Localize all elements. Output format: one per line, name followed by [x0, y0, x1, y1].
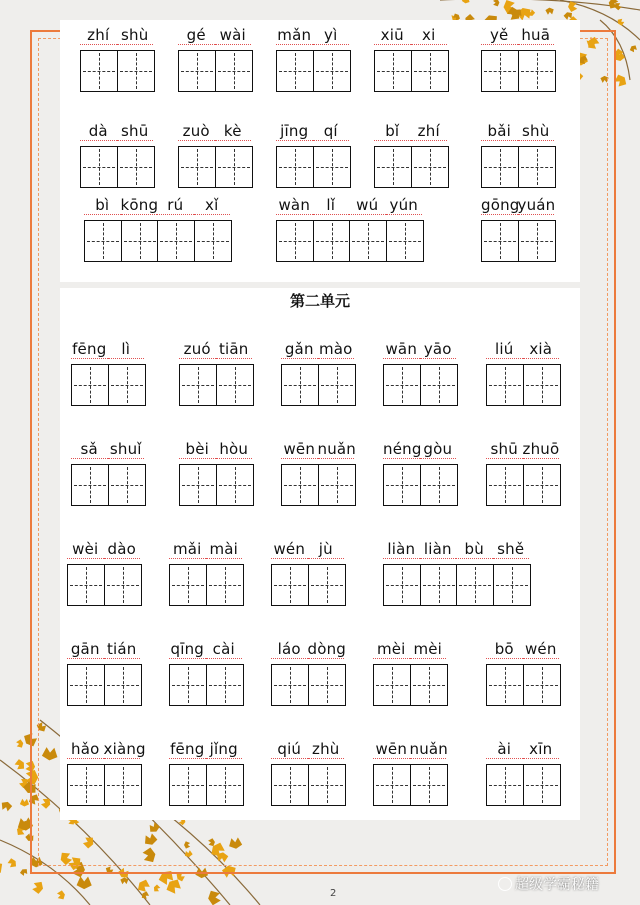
writing-cell[interactable] [313, 220, 351, 262]
writing-cell[interactable] [71, 364, 109, 406]
pinyin-syllable: qīng [170, 640, 205, 658]
pinyin-syllable: tiān [216, 340, 253, 359]
writing-cell[interactable] [349, 220, 387, 262]
tianzige-boxes [373, 664, 446, 706]
writing-cell[interactable] [411, 50, 449, 92]
pinyin-syllable: liàn [420, 540, 457, 559]
writing-cell[interactable] [276, 146, 314, 188]
writing-cell[interactable] [486, 364, 524, 406]
pinyin-syllable: dà [80, 122, 117, 141]
pinyin-syllable: wén [523, 640, 560, 659]
tianzige-boxes [481, 220, 554, 262]
leaf-shape [493, 0, 500, 7]
pinyin-syllable: bèi [179, 440, 216, 459]
pinyin-syllable: qí [313, 122, 350, 141]
pinyin-syllable: xǐ [194, 196, 231, 215]
writing-cell[interactable] [313, 50, 351, 92]
pinyin-syllable: fēng [170, 740, 205, 758]
pinyin-label [276, 122, 349, 144]
pinyin-syllable: lì [108, 340, 145, 359]
pinyin-syllable: wēn [281, 440, 318, 459]
tianzige-boxes [383, 364, 456, 406]
leaf-shape [31, 880, 44, 895]
writing-cell[interactable] [108, 464, 146, 506]
writing-cell[interactable] [420, 464, 458, 506]
writing-cell[interactable] [486, 664, 524, 706]
pinyin-syllable: bù [456, 540, 493, 559]
tianzige-boxes [71, 364, 144, 406]
pinyin-syllable: zhuō [522, 440, 560, 458]
writing-cell[interactable] [318, 464, 356, 506]
pinyin-syllable: yuán [517, 196, 556, 214]
unit-title: 第二单元 [289, 292, 350, 310]
pinyin-syllable: mǎi [169, 540, 206, 559]
worksheet-unit-one [60, 20, 580, 282]
leaf-shape [57, 890, 66, 900]
pinyin-syllable: mào [318, 340, 353, 358]
writing-cell[interactable] [456, 564, 494, 606]
leaf-shape [19, 867, 29, 876]
tianzige-boxes [373, 764, 446, 806]
pinyin-syllable: lǐ [313, 196, 350, 215]
writing-cell[interactable] [71, 464, 109, 506]
writing-cell[interactable] [374, 50, 412, 92]
pinyin-syllable: zuò [178, 122, 215, 141]
tianzige-boxes [178, 50, 251, 92]
tianzige-boxes [281, 464, 354, 506]
tianzige-boxes [178, 146, 251, 188]
writing-cell[interactable] [178, 146, 216, 188]
pinyin-syllable: zhù [308, 740, 345, 759]
writing-cell[interactable] [493, 564, 531, 606]
tianzige-boxes [486, 364, 559, 406]
writing-cell[interactable] [383, 564, 421, 606]
tianzige-boxes [179, 464, 252, 506]
writing-cell[interactable] [67, 564, 105, 606]
pinyin-syllable: liàn [383, 540, 420, 559]
writing-cell[interactable] [411, 146, 449, 188]
pinyin-label [486, 340, 559, 362]
pinyin-label [179, 340, 252, 362]
writing-cell[interactable] [80, 146, 118, 188]
tianzige-boxes [276, 146, 349, 188]
leaf-shape [77, 876, 92, 889]
writing-cell[interactable] [271, 564, 309, 606]
writing-cell[interactable] [117, 146, 155, 188]
pinyin-syllable: liú [486, 340, 523, 359]
writing-cell[interactable] [84, 220, 122, 262]
pinyin-syllable: mài [206, 540, 243, 559]
pinyin-syllable: bǐ [374, 122, 411, 141]
tianzige-boxes [67, 664, 140, 706]
pinyin-syllable: jǐng [206, 740, 243, 759]
tianzige-boxes [276, 220, 422, 262]
pinyin-syllable: rú [157, 196, 194, 215]
tianzige-boxes [486, 464, 559, 506]
writing-cell[interactable] [215, 146, 253, 188]
leaf-shape [0, 800, 13, 812]
writing-cell[interactable] [481, 220, 519, 262]
leaf-shape [16, 739, 24, 748]
pinyin-syllable: zhí [80, 26, 117, 45]
writing-cell[interactable] [313, 146, 351, 188]
tianzige-boxes [71, 464, 144, 506]
tianzige-boxes [169, 664, 242, 706]
pinyin-syllable: xiàng [103, 740, 146, 758]
leaf-shape [545, 7, 554, 15]
pinyin-label [383, 540, 529, 562]
pinyin-syllable: xi [411, 26, 448, 45]
writing-cell[interactable] [216, 464, 254, 506]
pinyin-syllable: bǎi [481, 122, 518, 141]
writing-cell[interactable] [308, 664, 346, 706]
tianzige-boxes [374, 50, 447, 92]
pinyin-label [486, 740, 559, 762]
pinyin-syllable: fēng [72, 340, 107, 358]
tianzige-boxes [383, 464, 456, 506]
writing-cell[interactable] [308, 564, 346, 606]
pinyin-syllable: mǎn [277, 26, 312, 44]
pinyin-syllable: ài [486, 740, 523, 759]
leaf-shape [0, 859, 5, 879]
pinyin-label [71, 340, 144, 362]
writing-cell[interactable] [420, 564, 458, 606]
writing-cell[interactable] [157, 220, 195, 262]
pinyin-syllable: yāo [420, 340, 457, 359]
pinyin-syllable: wēn [373, 740, 410, 759]
tianzige-boxes [374, 146, 447, 188]
pinyin-syllable: dòng [307, 640, 347, 658]
pinyin-syllable: bō [486, 640, 523, 659]
pinyin-syllable: tián [104, 640, 141, 659]
writing-cell[interactable] [67, 664, 105, 706]
pinyin-syllable: gān [67, 640, 104, 659]
tianzige-boxes [481, 146, 554, 188]
leaf-shape [462, 0, 471, 4]
pinyin-label [179, 440, 252, 462]
writing-cell[interactable] [518, 50, 556, 92]
tianzige-boxes [271, 664, 344, 706]
watermark-text: 超级学霸秘籍 [515, 877, 599, 893]
pinyin-label [373, 740, 449, 762]
pinyin-label [271, 640, 347, 662]
writing-cell[interactable] [178, 50, 216, 92]
writing-cell[interactable] [518, 146, 556, 188]
writing-cell[interactable] [108, 364, 146, 406]
pinyin-syllable: gòu [420, 440, 457, 459]
pinyin-syllable: hòu [216, 440, 253, 459]
pinyin-label [383, 440, 456, 462]
pinyin-syllable: gé [178, 26, 215, 45]
watermark [498, 874, 599, 894]
leaf-shape [135, 878, 151, 895]
pinyin-syllable: kè [215, 122, 252, 141]
pinyin-syllable: mèi [373, 640, 410, 659]
writing-cell[interactable] [104, 664, 142, 706]
pinyin-syllable: qiú [271, 740, 308, 759]
pinyin-syllable: xià [523, 340, 560, 359]
pinyin-syllable: yě [481, 26, 518, 45]
pinyin-label [84, 196, 230, 218]
writing-cell[interactable] [373, 764, 411, 806]
pinyin-label [374, 122, 447, 144]
pinyin-label [276, 26, 349, 48]
writing-cell[interactable] [308, 764, 346, 806]
page-number: 2 [330, 888, 337, 899]
writing-cell[interactable] [386, 220, 424, 262]
pinyin-syllable: wén [271, 540, 308, 559]
tianzige-boxes [281, 364, 354, 406]
writing-cell[interactable] [481, 146, 519, 188]
pinyin-syllable: nuǎn [317, 440, 357, 458]
pinyin-syllable: cài [206, 640, 243, 659]
pinyin-syllable: wài [215, 26, 252, 45]
tianzige-boxes [486, 764, 559, 806]
tianzige-boxes [383, 564, 529, 606]
writing-cell[interactable] [383, 364, 421, 406]
writing-cell[interactable] [373, 664, 411, 706]
writing-cell[interactable] [276, 220, 314, 262]
pinyin-syllable: mèi [410, 640, 447, 659]
writing-cell[interactable] [169, 564, 207, 606]
writing-cell[interactable] [276, 50, 314, 92]
pinyin-label [486, 440, 559, 462]
pinyin-syllable: shě [493, 540, 530, 559]
pinyin-syllable: yún [386, 196, 423, 215]
writing-cell[interactable] [194, 220, 232, 262]
pinyin-label [281, 440, 357, 462]
writing-cell[interactable] [383, 464, 421, 506]
writing-cell[interactable] [281, 464, 319, 506]
writing-cell[interactable] [481, 50, 519, 92]
pinyin-label [271, 540, 344, 562]
writing-cell[interactable] [271, 664, 309, 706]
pinyin-label [67, 640, 140, 662]
pinyin-syllable: xiū [374, 26, 411, 45]
pinyin-label [271, 740, 344, 762]
pinyin-syllable: láo [271, 640, 308, 659]
pinyin-label [80, 26, 153, 48]
leaf-shape [120, 877, 128, 884]
writing-cell[interactable] [281, 364, 319, 406]
pinyin-syllable: néng [383, 440, 422, 458]
writing-cell[interactable] [374, 146, 412, 188]
writing-cell[interactable] [318, 364, 356, 406]
writing-cell[interactable] [121, 220, 159, 262]
pinyin-syllable: shū [486, 440, 523, 459]
writing-cell[interactable] [206, 764, 244, 806]
pinyin-syllable: shù [518, 122, 555, 141]
pinyin-label [178, 122, 251, 144]
pinyin-label [169, 740, 242, 762]
tianzige-boxes [84, 220, 230, 262]
pinyin-label [178, 26, 251, 48]
tianzige-boxes [80, 50, 153, 92]
tianzige-boxes [276, 50, 349, 92]
writing-cell[interactable] [410, 664, 448, 706]
pinyin-label [374, 26, 447, 48]
pinyin-label [169, 540, 242, 562]
writing-cell[interactable] [420, 364, 458, 406]
leaf-shape [6, 857, 18, 869]
writing-cell[interactable] [216, 364, 254, 406]
writing-cell[interactable] [67, 764, 105, 806]
writing-cell[interactable] [486, 464, 524, 506]
pinyin-label [71, 440, 144, 462]
pinyin-syllable: jù [308, 540, 345, 559]
worksheet-unit-two [60, 288, 580, 820]
pinyin-syllable: wān [383, 340, 420, 359]
writing-cell[interactable] [486, 764, 524, 806]
tianzige-boxes [169, 764, 242, 806]
pinyin-syllable: kōng [120, 196, 159, 214]
tianzige-boxes [481, 50, 554, 92]
pinyin-label [383, 340, 456, 362]
writing-cell[interactable] [215, 50, 253, 92]
pinyin-label [276, 196, 422, 218]
pinyin-syllable: shù [117, 26, 154, 45]
pinyin-label [481, 122, 554, 144]
writing-cell[interactable] [206, 664, 244, 706]
writing-cell[interactable] [523, 764, 561, 806]
writing-cell[interactable] [523, 464, 561, 506]
tianzige-boxes [271, 564, 344, 606]
watermark-logo-icon [498, 877, 512, 891]
writing-cell[interactable] [169, 664, 207, 706]
writing-cell[interactable] [523, 364, 561, 406]
pinyin-syllable: huā [518, 26, 555, 45]
pinyin-label [67, 540, 140, 562]
tianzige-boxes [486, 664, 559, 706]
pinyin-label [486, 640, 559, 662]
writing-cell[interactable] [104, 764, 142, 806]
pinyin-label [67, 740, 146, 762]
pinyin-syllable: zuó [179, 340, 216, 359]
writing-cell[interactable] [271, 764, 309, 806]
pinyin-syllable: wàn [276, 196, 313, 215]
leaf-shape [13, 758, 26, 772]
pinyin-syllable: zhí [411, 122, 448, 141]
writing-cell[interactable] [410, 764, 448, 806]
tianzige-boxes [67, 564, 140, 606]
tianzige-boxes [67, 764, 140, 806]
leaf-shape [20, 799, 29, 807]
writing-cell[interactable] [523, 664, 561, 706]
writing-cell[interactable] [206, 564, 244, 606]
writing-cell[interactable] [518, 220, 556, 262]
tianzige-boxes [80, 146, 153, 188]
tianzige-boxes [271, 764, 344, 806]
writing-cell[interactable] [169, 764, 207, 806]
pinyin-label [373, 640, 446, 662]
writing-cell[interactable] [104, 564, 142, 606]
pinyin-syllable: dào [104, 540, 141, 559]
pinyin-syllable: gǎn [281, 340, 318, 359]
pinyin-syllable: jīng [276, 122, 313, 141]
tianzige-boxes [179, 364, 252, 406]
pinyin-syllable: hǎo [67, 740, 104, 759]
pinyin-syllable: bì [84, 196, 121, 215]
pinyin-label [481, 26, 554, 48]
pinyin-syllable: shuǐ [108, 440, 145, 459]
pinyin-label [80, 122, 153, 144]
pinyin-syllable: xīn [523, 740, 560, 759]
pinyin-syllable: gōng [481, 196, 520, 214]
leaf-shape [629, 44, 639, 54]
pinyin-syllable: yì [313, 26, 350, 45]
writing-cell[interactable] [179, 364, 217, 406]
pinyin-label [281, 340, 354, 362]
pinyin-syllable: wú [349, 196, 386, 215]
tianzige-boxes [169, 564, 242, 606]
pinyin-syllable: wèi [67, 540, 104, 559]
writing-cell[interactable] [80, 50, 118, 92]
pinyin-syllable: nuǎn [409, 740, 449, 758]
pinyin-syllable: shū [117, 122, 154, 141]
writing-cell[interactable] [179, 464, 217, 506]
pinyin-label [169, 640, 242, 662]
pinyin-syllable: sǎ [71, 440, 108, 459]
leaf-shape [153, 884, 161, 893]
writing-cell[interactable] [117, 50, 155, 92]
pinyin-label [481, 196, 554, 218]
